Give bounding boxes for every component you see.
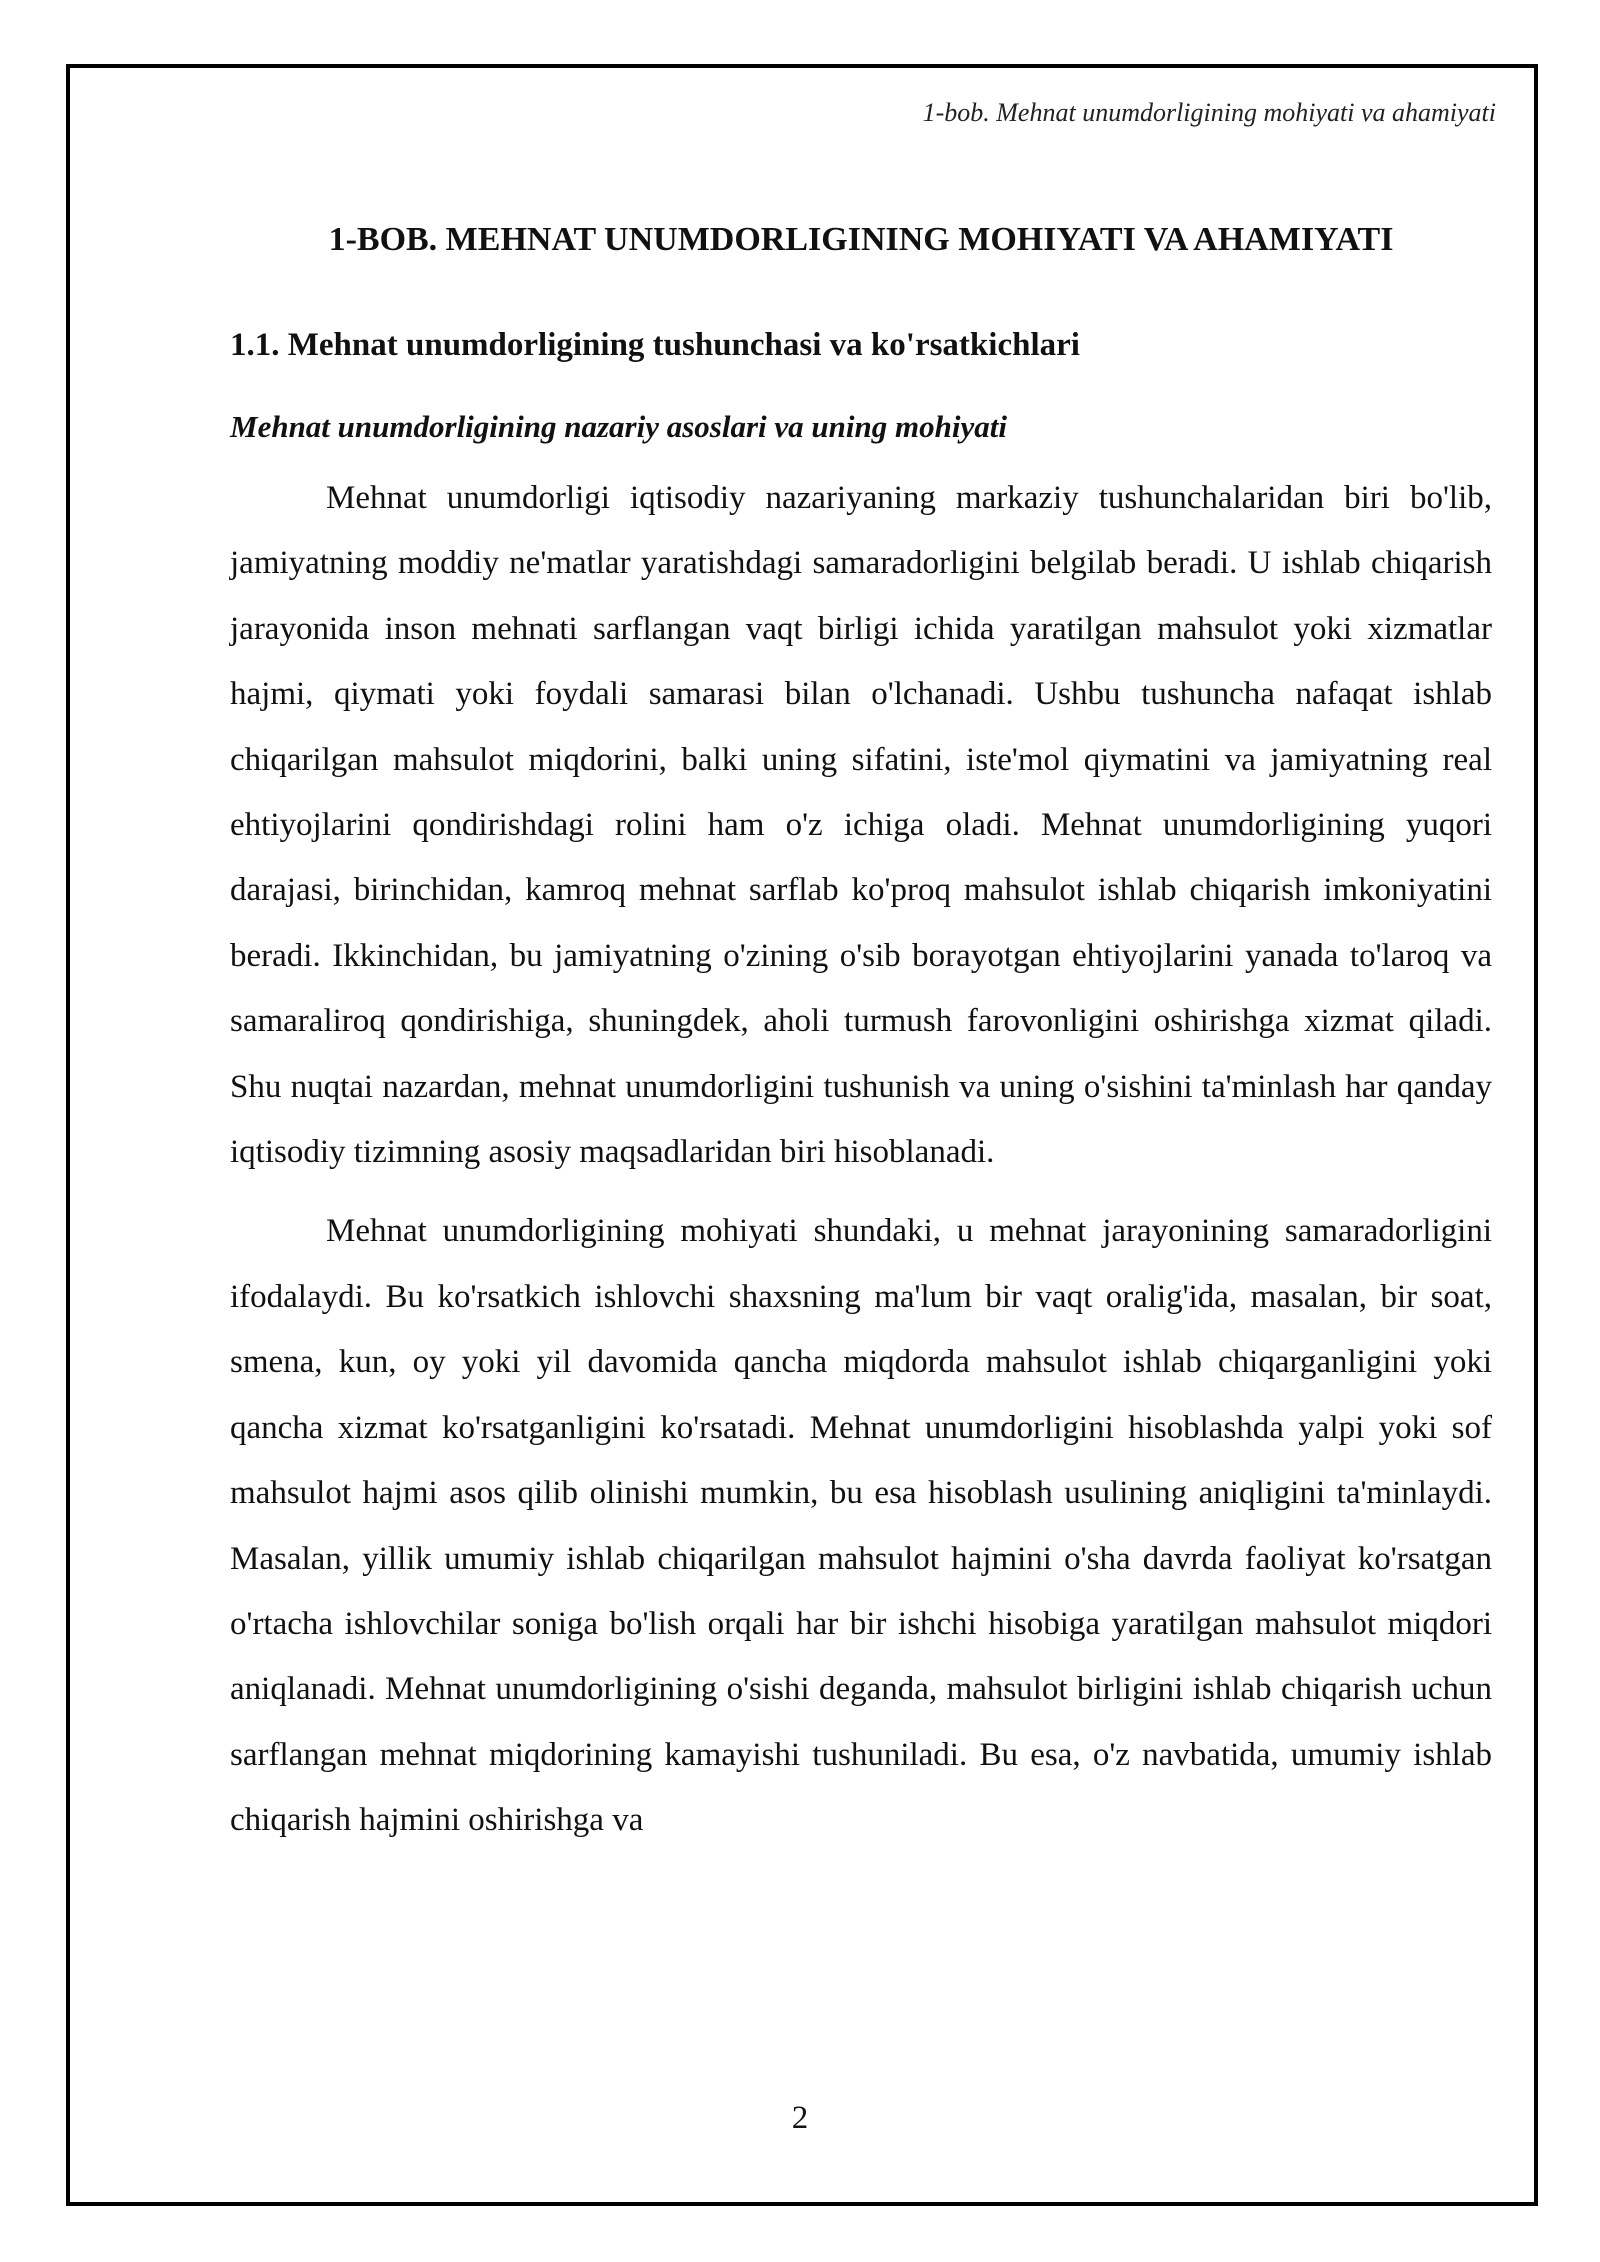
subsection-title: Mehnat unumdorligining nazariy asoslari va uning mohiyati (230, 409, 1007, 444)
section-title: 1.1. Mehnat unumdorligining tushunchasi va ko'rsatkichlari (230, 327, 1080, 363)
chapter-title: 1-BOB. MEHNAT UNUMDORLIGINING MOHIYATI VA AHAMIYATI (328, 221, 1394, 258)
body-paragraph-1: Mehnat unumdorligi iqtisodiy nazariyaning markaziy tushunchalaridan biri bo'lib, jamiyatning moddiy ne'matlar yaratishdagi samaradorligini belgilab beradi. U ishlab chiqarish jarayonida inson mehnati sarflangan vaqt birligi ichida yaratilgan mahsulot yoki xizmatlar hajmi, qiymati yoki foydali samarasi bilan o'lchanadi. Ushbu tushuncha nafaqat ishlab chiqarilgan mahsulot miqdorini, balki uning sifatini, iste'mol qiymatini va jamiyatning real ehtiyojlarini qondirishdagi rolini ham o'z ichiga oladi. Mehnat unumdorligining yuqori darajasi, birinchidan, kamroq mehnat sarflab ko'proq mahsulot ishlab chiqarish imkoniyatini beradi. Ikkinchidan, bu jamiyatning o'zining o'sib borayotgan ehtiyojlarini yanada to'laroq va samaraliroq qondirishiga, shuningdek, aholi turmush farovonligini oshirishga xizmat qiladi. Shu nuqtai nazardan, mehnat unumdorligini tushunish va uning o'sishini ta'minlash har qanday iqtisodiy tizimning asosiy maqsadlaridan biri hisoblanadi. (230, 480, 1492, 1171)
body-paragraph-2: Mehnat unumdorligining mohiyati shundaki, u mehnat jarayonining samaradorligini ifodalaydi. Bu ko'rsatkich ishlovchi shaxsning ma'lum bir vaqt oralig'ida, masalan, bir soat, smena, kun, oy yoki yil davomida qancha miqdorda mahsulot ishlab chiqarganligini yoki qancha xizmat ko'rsatganligini ko'rsatadi. Mehnat unumdorligini hisoblashda yalpi yoki sof mahsulot hajmi asos qilib olinishi mumkin, bu esa hisoblash usulining aniqligini ta'minlaydi. Masalan, yillik umumiy ishlab chiqarilgan mahsulot hajmini o'sha davrda faoliyat ko'rsatgan o'rtacha ishlovchilar soniga bo'lish orqali har bir ishchi hisobiga yaratilgan mahsulot miqdori aniqlanadi. Mehnat unumdorligining o'sishi deganda, mahsulot birligini ishlab chiqarish uchun sarflangan mehnat miqdorining kamayishi tushuniladi. Bu esa, o'z navbatida, umumiy ishlab chiqarish hajmini oshirishga va (230, 1213, 1492, 1839)
running-header: 1-bob. Mehnat unumdorligining mohiyati va ahamiyati (922, 98, 1496, 127)
page-number: 2 (791, 2100, 809, 2136)
page-content (230, 210, 1492, 1854)
